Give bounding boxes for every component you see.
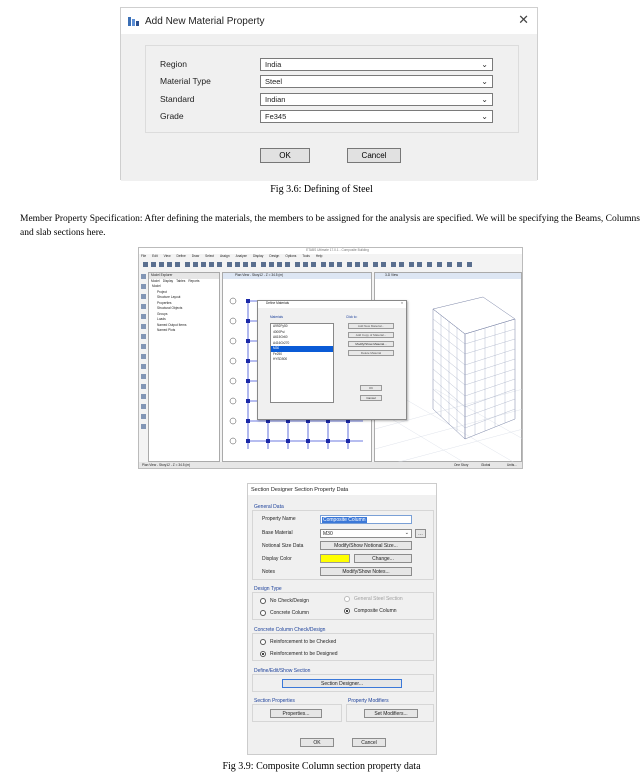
tab-display[interactable]: Display — [162, 278, 174, 283]
tree-item-structure-layout[interactable]: Structure Layout — [157, 295, 181, 299]
section-designer-button[interactable]: Section Designer... — [282, 679, 402, 688]
etabs-app-icon — [127, 16, 141, 27]
delete-material-button[interactable]: Delete Material — [348, 350, 394, 356]
display-color-swatch — [320, 554, 350, 563]
ok-button[interactable]: OK — [260, 148, 310, 163]
material-item[interactable]: A416Gr270 — [273, 340, 290, 345]
tree-item-properties[interactable]: Properties — [157, 300, 172, 305]
composite-column-radio[interactable] — [344, 608, 350, 614]
menu-define[interactable]: Define — [176, 254, 186, 258]
base-material-label: Base Material — [262, 530, 293, 536]
figure-caption-3-9: Fig 3.9: Composite Column section property data — [222, 761, 421, 772]
chevron-down-icon: ⌄ — [481, 94, 488, 104]
tree-item-named-plots[interactable]: Named Plots — [157, 328, 176, 332]
model-explorer-title: Model Explorer — [149, 273, 219, 279]
add-material-dialog — [120, 7, 538, 180]
etabs-side-toolbar[interactable] — [140, 272, 147, 442]
cancel-button[interactable]: Cancel — [360, 395, 382, 401]
coord-dropdown[interactable]: Global — [481, 463, 491, 467]
general-data-title: General Data — [254, 504, 284, 510]
material-type-row — [160, 74, 512, 88]
materials-listbox[interactable] — [270, 323, 334, 403]
material-item-selected[interactable]: M30 — [271, 346, 333, 352]
3d-view-title: 3-D View — [375, 273, 521, 279]
material-type-value: Steel — [265, 76, 283, 86]
notes-label: Notes — [262, 569, 276, 575]
menu-analyze[interactable]: Analyze — [235, 254, 247, 258]
body-paragraph: Member Property Specification: After defining the materials, the members to be assigned for the analysis are specified. We will be specifying the Beams, Columns and slab sections here. — [20, 214, 640, 238]
concrete-column-radio[interactable] — [260, 610, 266, 616]
material-item[interactable]: HYSD500 — [273, 357, 288, 361]
etabs-screenshot — [138, 247, 523, 469]
material-type-label: Material Type — [160, 76, 211, 86]
tree-item-loads[interactable]: Loads — [157, 317, 166, 321]
section-properties-title: Section Properties — [254, 698, 295, 704]
set-modifiers-button[interactable]: Set Modifiers... — [364, 709, 418, 718]
concrete-column-label: Concrete Column — [270, 610, 309, 616]
menu-assign[interactable]: Assign — [220, 254, 230, 258]
standard-label: Standard — [160, 94, 195, 104]
tree-item-model[interactable]: Model — [152, 284, 161, 288]
etabs-titlebar: ETABS Ultimate 17.0.1 - Composite Building — [139, 248, 523, 254]
story-dropdown[interactable]: One Story — [454, 463, 469, 467]
region-select[interactable] — [260, 58, 493, 71]
design-type-title: Design Type — [254, 586, 282, 592]
display-color-label: Display Color — [262, 556, 292, 562]
grade-select[interactable] — [260, 110, 493, 123]
material-type-select[interactable] — [260, 75, 493, 88]
material-item[interactable]: 4000Psi — [273, 329, 285, 334]
grade-value: Fe345 — [265, 111, 287, 121]
general-steel-label: General Steel Section — [354, 596, 403, 602]
model-explorer-panel — [148, 272, 220, 462]
tab-reports[interactable]: Reports — [188, 278, 200, 283]
tab-tables[interactable]: Tables — [176, 278, 186, 283]
region-value: India — [265, 59, 282, 69]
ok-button[interactable]: OK — [360, 385, 382, 391]
composite-column-label: Composite Column — [354, 608, 397, 614]
standard-select[interactable] — [260, 93, 493, 106]
menu-help[interactable]: Help — [315, 254, 323, 258]
property-modifiers-title: Property Modifiers — [348, 698, 389, 704]
dialog-title: Add New Material Property — [145, 15, 265, 27]
grade-row — [160, 109, 512, 123]
dialog-titlebar — [121, 8, 537, 34]
menu-select[interactable]: Select — [205, 254, 215, 258]
standard-row — [160, 92, 512, 106]
plan-view-title: Plan View - Story12 - Z = 34.5 (m) — [223, 273, 371, 279]
menu-design[interactable]: Design — [269, 254, 280, 258]
tree-item-named-output[interactable]: Named Output Items — [157, 322, 187, 327]
section-designer-dialog — [247, 483, 437, 755]
no-check-radio[interactable] — [260, 598, 266, 604]
tree-item-project[interactable]: Project — [157, 289, 167, 294]
change-color-button[interactable]: Change... — [354, 554, 412, 563]
material-groupbox — [145, 45, 519, 133]
modify-material-button[interactable]: Modify/Show Material... — [348, 341, 394, 347]
define-materials-dialog — [257, 300, 407, 420]
concrete-check-title: Concrete Column Check/Design — [254, 627, 326, 633]
menu-draw[interactable]: Draw — [191, 254, 200, 258]
property-name-value: Composite Column — [323, 517, 366, 523]
units-button[interactable]: Units... — [507, 463, 517, 467]
property-name-label: Property Name — [262, 516, 296, 522]
status-text: Plan View - Story12 - Z = 34.5 (m) — [142, 463, 191, 467]
chevron-down-icon: ⌄ — [481, 76, 488, 86]
figure-caption-3-6: Fig 3.6: Defining of Steel — [270, 184, 373, 195]
more-button[interactable]: … — [415, 529, 426, 538]
reinforcement-designed-label: Reinforcement to be Designed — [270, 651, 338, 657]
standard-value: Indian — [265, 94, 286, 104]
material-item[interactable]: A615Gr60 — [273, 335, 288, 339]
close-icon[interactable]: × — [401, 301, 403, 305]
status-bar — [139, 462, 523, 469]
reinforcement-checked-label: Reinforcement to be Checked — [270, 639, 337, 645]
material-item[interactable]: Fe250 — [273, 351, 283, 356]
etabs-menubar — [141, 254, 322, 260]
chevron-down-icon: ⌄ — [481, 59, 488, 69]
tree-item-structural-objects[interactable]: Structural Objects — [157, 306, 183, 310]
cancel-button[interactable]: Cancel — [352, 738, 386, 747]
define-materials-title: Define Materials — [258, 301, 406, 308]
general-steel-radio[interactable] — [344, 596, 350, 602]
region-row — [160, 57, 512, 71]
property-name-input[interactable] — [320, 515, 412, 524]
no-check-label: No Check/Design — [270, 598, 309, 604]
menu-options[interactable]: Options — [285, 254, 297, 258]
etabs-toolbar[interactable] — [141, 261, 521, 269]
define-edit-title: Define/Edit/Show Section — [254, 668, 311, 674]
chevron-down-icon: ⌄ — [481, 111, 488, 121]
add-material-button[interactable]: Add New Material... — [348, 323, 394, 329]
cancel-button[interactable]: Cancel — [347, 148, 401, 163]
materials-label: Materials — [270, 315, 283, 319]
menu-display[interactable]: Display — [252, 254, 264, 258]
properties-button[interactable]: Properties... — [270, 709, 322, 718]
chevron-down-icon: ⌄ — [404, 530, 409, 536]
notional-size-label: Notional Size Data — [262, 543, 304, 549]
modify-notional-size-button[interactable]: Modify/Show Notional Size... — [320, 541, 412, 550]
menu-view[interactable]: View — [163, 254, 171, 258]
base-material-value: M30 — [323, 531, 333, 537]
reinforcement-checked-radio[interactable] — [260, 639, 266, 645]
base-material-select[interactable] — [320, 529, 412, 538]
region-label: Region — [160, 59, 187, 69]
add-copy-material-button[interactable]: Add Copy of Material... — [348, 332, 394, 338]
grade-label: Grade — [160, 111, 184, 121]
menu-tools[interactable]: Tools — [302, 254, 310, 258]
click-to-label: Click to: — [346, 315, 358, 319]
close-icon[interactable]: ✕ — [518, 12, 529, 27]
material-item[interactable]: A992Fy50 — [273, 324, 288, 328]
dialog-title: Section Designer Section Property Data — [248, 484, 436, 495]
reinforcement-designed-radio[interactable] — [260, 651, 266, 657]
dialog-body — [121, 34, 537, 181]
modify-notes-button[interactable]: Modify/Show Notes... — [320, 567, 412, 576]
tab-model[interactable]: Model — [151, 278, 160, 283]
menu-file[interactable]: File — [141, 254, 147, 258]
menu-edit[interactable]: Edit — [152, 254, 158, 258]
ok-button[interactable]: OK — [300, 738, 334, 747]
tree-item-groups[interactable]: Groups — [157, 311, 168, 316]
